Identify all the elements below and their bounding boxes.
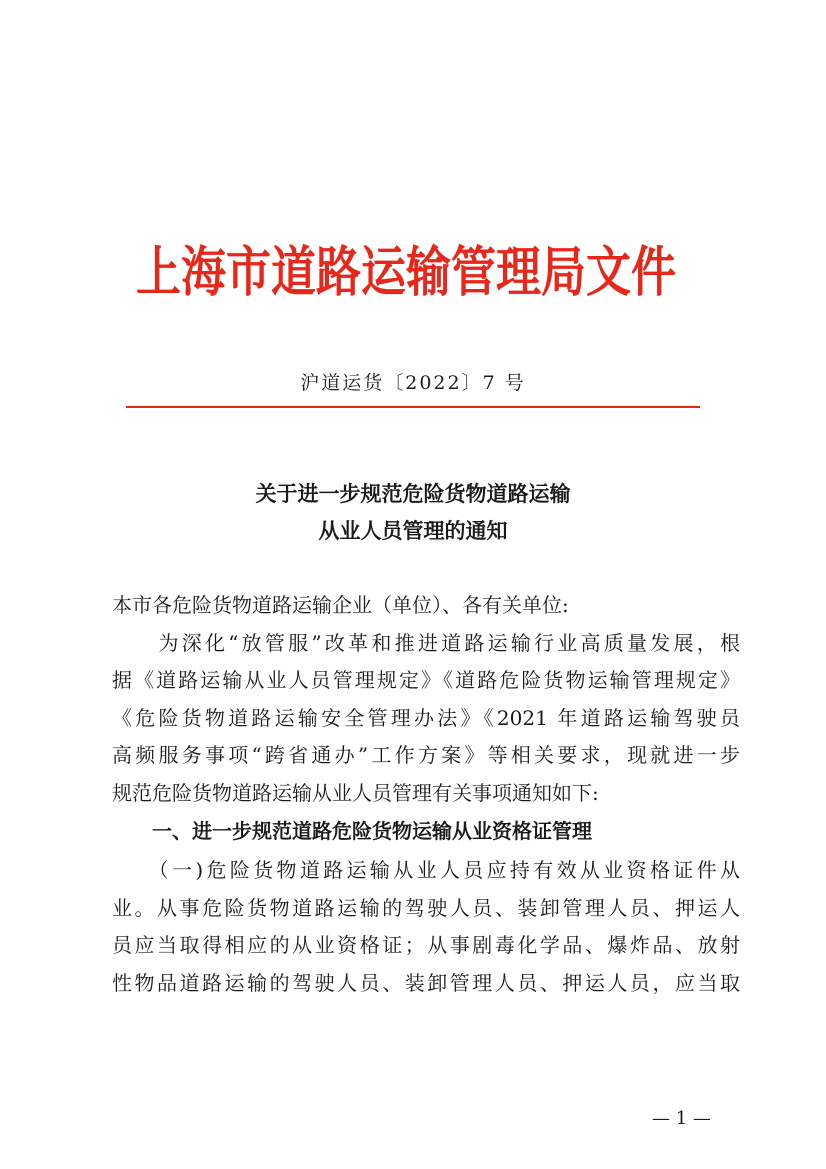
issuer-title: 上海市道路运输管理局文件 (136, 240, 677, 304)
document-number: 沪道运货〔2022〕7 号 (300, 372, 526, 394)
body-line: 性物品道路运输的驾驶人员、装卸管理人员、押运人员，应当取 (112, 971, 740, 995)
body-line: 员应当取得相应的从业资格证；从事剧毒化学品、爆炸品、放射 (112, 933, 740, 957)
addressee-line: 本市各危险货物道路运输企业（单位）、各有关单位: (112, 593, 569, 617)
body-line: （一)危险货物道路运输从业人员应持有效从业资格证件从 (112, 858, 740, 882)
body-line: 《危险货物道路运输安全管理办法》《2021 年道路运输驾驶员 (112, 706, 740, 730)
body-line: 为深化“放管服”改革和推进道路运输行业高质量发展，根 (112, 631, 740, 655)
notice-title-line-1: 关于进一步规范危险货物道路运输 (255, 482, 571, 506)
red-divider (126, 406, 700, 408)
body-line: 业。从事危险货物道路运输的驾驶人员、装卸管理人员、押运人 (112, 896, 740, 920)
body-line: 高频服务事项“跨省通办”工作方案》等相关要求，现就进一步 (112, 743, 740, 767)
body-line: 规范危险货物道路运输从业人员管理有关事项通知如下: (112, 781, 599, 805)
section-heading: 一、进一步规范道路危险货物运输从业资格证管理 (112, 819, 592, 843)
page-number: — 1 — (652, 1108, 711, 1129)
notice-title-line-2: 从业人员管理的通知 (318, 519, 508, 543)
body-line: 据《道路运输从业人员管理规定》《道路危险货物运输管理规定》 (112, 668, 740, 692)
